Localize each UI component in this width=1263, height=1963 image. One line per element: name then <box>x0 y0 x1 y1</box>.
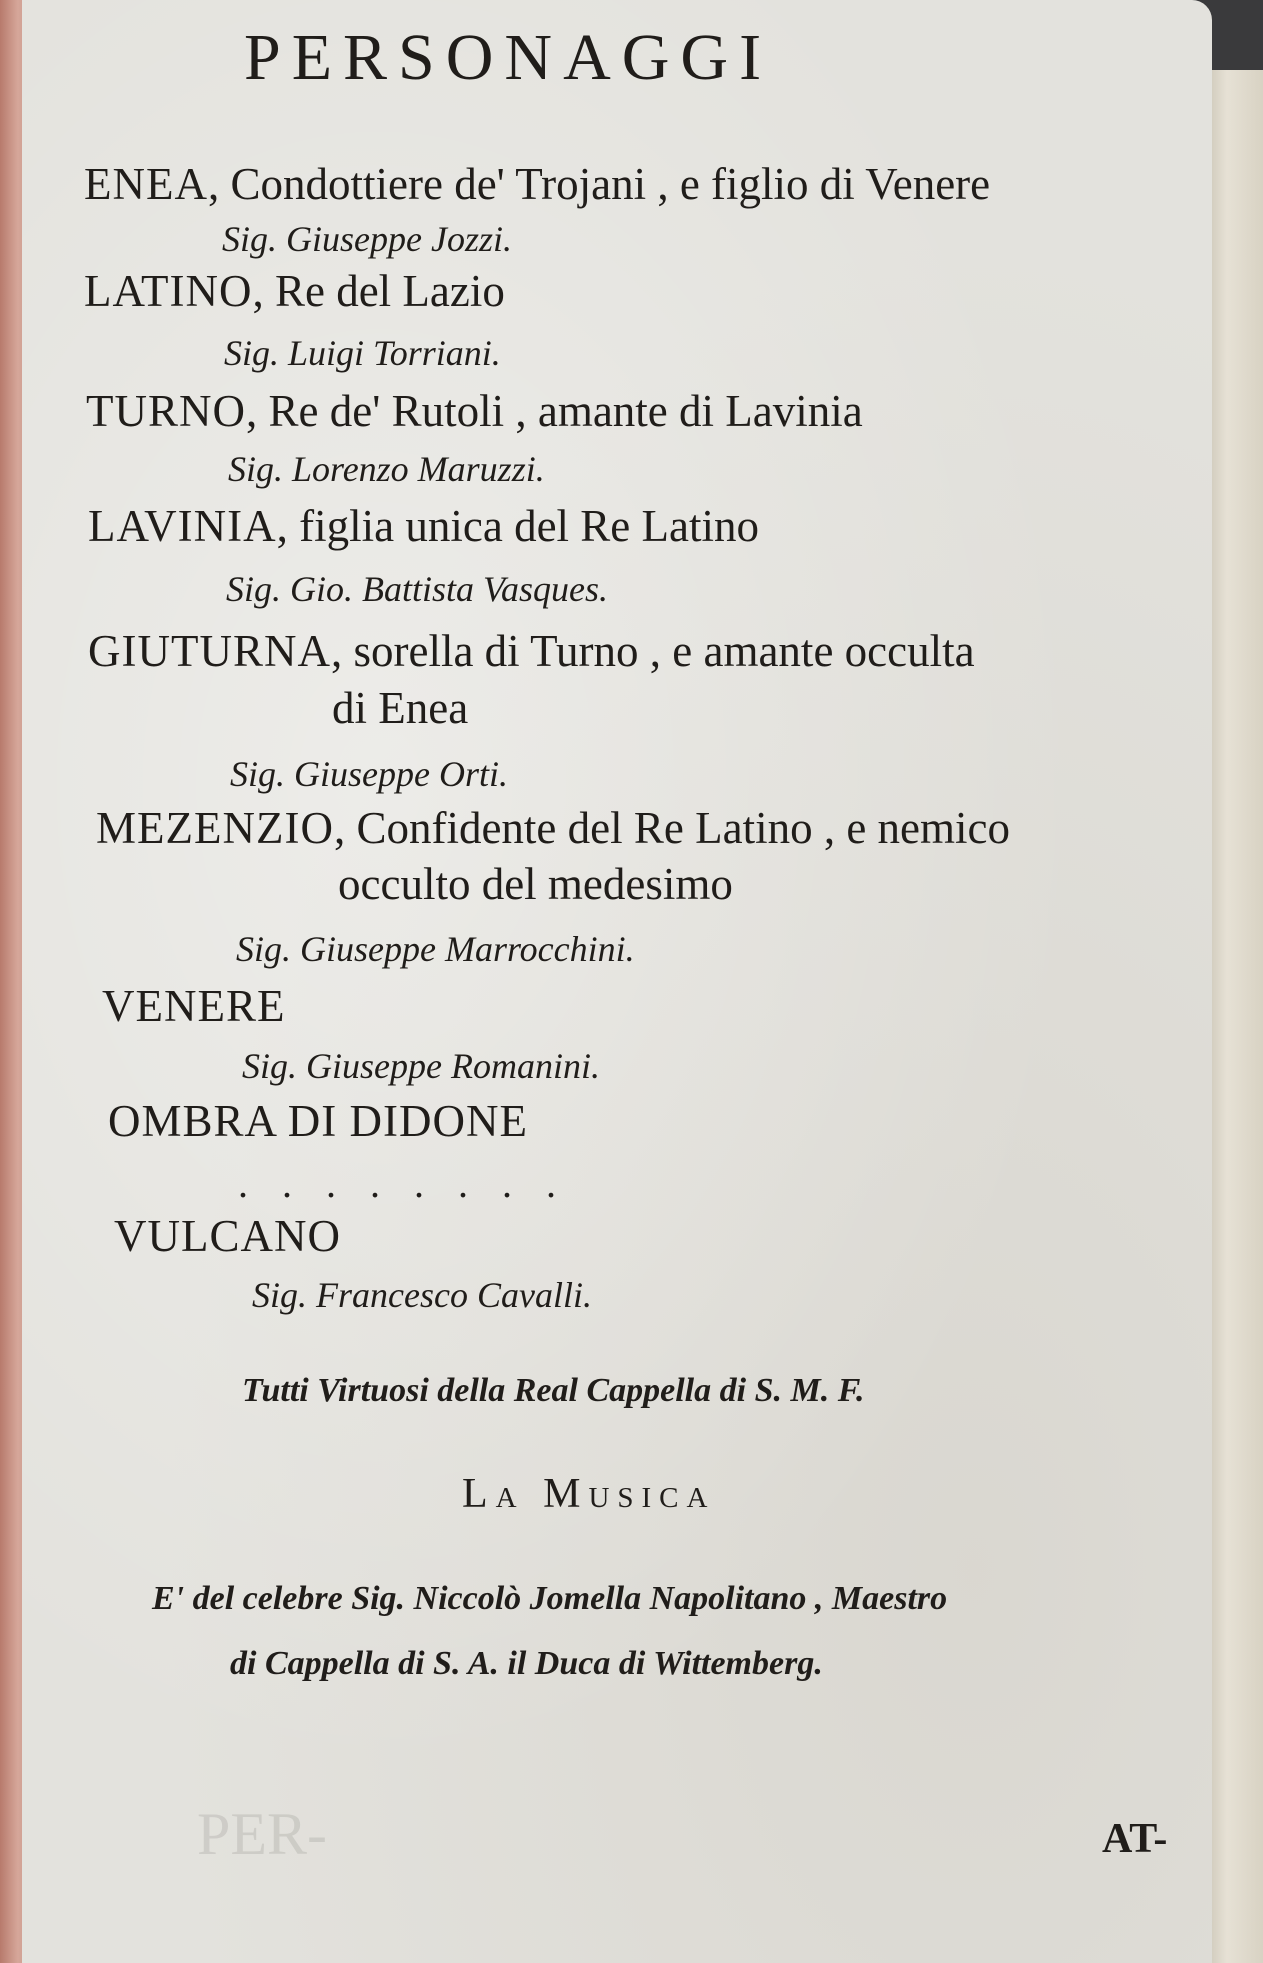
cast-role-ombra-di-didone <box>108 1095 528 1147</box>
bleed-through-text: PER- <box>197 1801 328 1867</box>
cast-role-enea <box>84 158 990 210</box>
cast-role-giuturna-cont: di Enea <box>332 683 469 733</box>
cast-role-lavinia <box>88 500 759 552</box>
role-name: GIUTURNA <box>88 626 331 676</box>
music-heading: La Musica <box>462 1471 716 1517</box>
music-credit-line-2: di Cappella di S. A. il Duca di Wittemberg. <box>230 1645 823 1682</box>
role-name: MEZENZIO <box>96 803 334 853</box>
cast-singer-mezenzio: Sig. Giuseppe Marrocchini. <box>236 929 635 969</box>
next-page-edge <box>1203 70 1263 1963</box>
cast-role-vulcano <box>114 1210 341 1262</box>
cast-singer-enea: Sig. Giuseppe Jozzi. <box>222 219 512 259</box>
role-description: , Re de' Rutoli , amante di Lavinia <box>246 386 863 436</box>
role-description: , Condottiere de' Trojani , e figlio di Venere <box>207 159 991 209</box>
role-description: , Confidente del Re Latino , e nemico <box>333 803 1011 853</box>
cast-role-mezenzio-cont: occulto del medesimo <box>338 859 733 909</box>
cast-singer-giuturna: Sig. Giuseppe Orti. <box>230 754 508 794</box>
role-description: , figlia unica del Re Latino <box>276 501 759 551</box>
role-name: TURNO <box>86 386 246 436</box>
role-name: OMBRA DI DIDONE <box>108 1096 528 1146</box>
music-credit-line-1: E' del celebre Sig. Niccolò Jomella Napolitano , Maestro <box>152 1580 948 1617</box>
cast-singer-lavinia: Sig. Gio. Battista Vasques. <box>226 569 609 609</box>
cast-singer-vulcano: Sig. Francesco Cavalli. <box>252 1275 592 1315</box>
virtuosi-note: Tutti Virtuosi della Real Cappella di S. M. F. <box>242 1372 865 1409</box>
catchword: AT- <box>1102 1816 1168 1862</box>
role-name: VENERE <box>102 981 286 1031</box>
cast-role-mezenzio <box>96 802 1010 854</box>
cast-role-giuturna <box>88 625 975 677</box>
role-name: LAVINIA <box>88 501 277 551</box>
role-description: , sorella di Turno , e amante occulta <box>330 626 975 676</box>
cast-role-venere <box>102 980 285 1032</box>
page-heading: PERSONAGGI <box>244 21 773 94</box>
cast-singer-venere: Sig. Giuseppe Romanini. <box>242 1046 600 1086</box>
role-name: VULCANO <box>114 1211 341 1261</box>
role-name: ENEA <box>84 159 208 209</box>
role-description: , Re del Lazio <box>252 266 505 316</box>
cast-role-turno <box>86 385 863 437</box>
book-page <box>22 0 1212 1963</box>
cast-singer-ombra-di-didone: . . . . . . . . <box>238 1161 568 1206</box>
role-name: LATINO <box>84 266 253 316</box>
cast-role-latino <box>84 265 505 317</box>
cast-singer-turno: Sig. Lorenzo Maruzzi. <box>228 449 545 489</box>
cast-singer-latino: Sig. Luigi Torriani. <box>224 333 501 373</box>
